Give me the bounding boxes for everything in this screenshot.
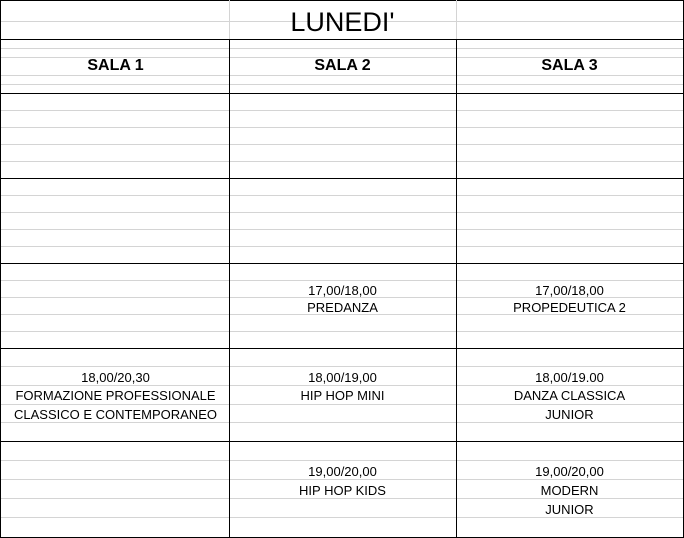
row-line — [0, 517, 684, 518]
class-name: HIP HOP MINI — [300, 388, 385, 403]
block-border — [0, 441, 684, 442]
block-border — [0, 348, 684, 349]
row-line — [0, 195, 684, 196]
block-border — [0, 93, 684, 94]
row-line — [0, 127, 684, 128]
column-line — [456, 0, 457, 39]
row-line — [0, 479, 684, 480]
row-line — [0, 498, 684, 499]
block-border — [0, 178, 684, 179]
day-title: LUNEDI' — [290, 7, 395, 37]
class-time: 19,00/20,00 — [535, 464, 604, 479]
class-time: 17,00/18,00 — [308, 283, 377, 298]
class-name: FORMAZIONE PROFESSIONALE — [15, 388, 216, 403]
class-time: 19,00/20,00 — [308, 464, 377, 479]
row-line — [0, 48, 684, 49]
row-line — [0, 212, 684, 213]
class-name: DANZA CLASSICA — [513, 388, 626, 403]
row-line — [0, 422, 684, 423]
row-line — [0, 75, 684, 76]
row-line — [0, 331, 684, 332]
row-line — [0, 385, 684, 386]
class-time: 18,00/19,00 — [308, 370, 377, 385]
class-time: 18,00/19.00 — [535, 370, 604, 385]
block-border — [0, 39, 684, 40]
class-level: JUNIOR — [545, 502, 594, 517]
row-line — [0, 229, 684, 230]
row-line — [0, 366, 684, 367]
class-name: HIP HOP KIDS — [299, 483, 386, 498]
class-name: PROPEDEUTICA 2 — [513, 300, 626, 315]
block-border — [0, 0, 684, 1]
class-name: MODERN — [540, 483, 599, 498]
class-time: 18,00/20,30 — [81, 370, 150, 385]
class-name: PREDANZA — [307, 300, 378, 315]
row-line — [0, 161, 684, 162]
row-line — [0, 144, 684, 145]
row-line — [0, 460, 684, 461]
class-time: 17,00/18,00 — [535, 283, 604, 298]
class-level: JUNIOR — [545, 407, 594, 422]
block-border — [0, 263, 684, 264]
row-line — [0, 404, 684, 405]
room-header-sala-1: SALA 1 — [87, 57, 144, 74]
room-header-sala-3: SALA 3 — [541, 57, 598, 74]
row-line — [0, 84, 684, 85]
column-border — [0, 0, 1, 538]
row-line — [0, 110, 684, 111]
room-header-sala-2: SALA 2 — [314, 57, 371, 74]
row-line — [0, 280, 684, 281]
row-line — [0, 246, 684, 247]
class-name-line-2: CLASSICO E CONTEMPORANEO — [14, 407, 217, 422]
